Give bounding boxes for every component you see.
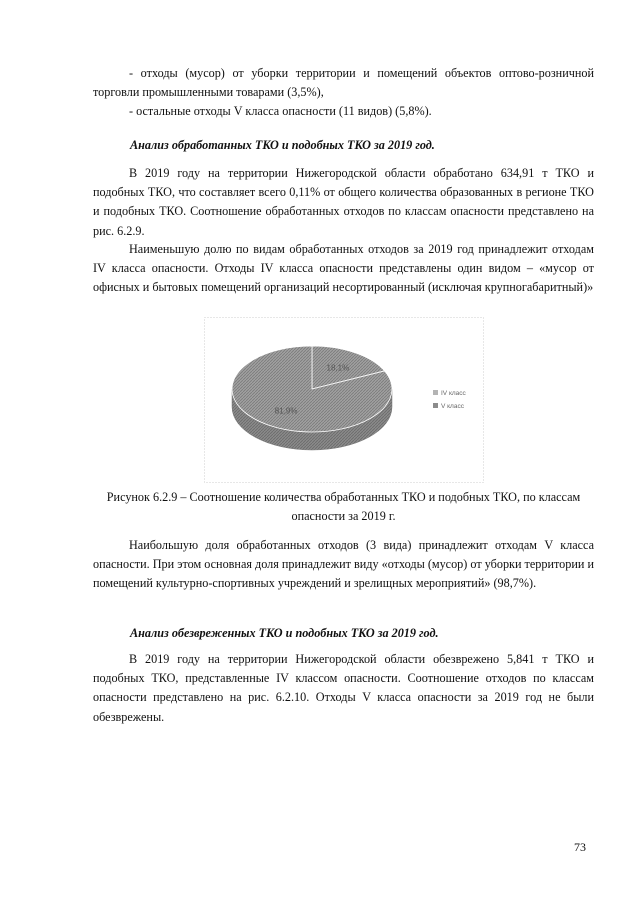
pie-chart — [204, 317, 484, 483]
legend-swatch-2 — [433, 403, 438, 408]
figure-caption: Рисунок 6.2.9 – Соотношение количества обработанных ТКО и подобных ТКО, по классам опасности за 2019 г. — [106, 490, 581, 523]
legend-label-2: V класс — [441, 403, 464, 410]
pie-data-label-1: 18,1% — [326, 363, 350, 373]
pie-chart-svg — [204, 317, 484, 483]
intro-bullet-1: - отходы (мусор) от уборки территории и помещений объектов оптово-розничной торговли промышленными товарами (3,5%), — [93, 66, 594, 100]
intro-bullet-2: - остальные отходы V класса опасности (11 видов) (5,8%). — [129, 104, 432, 118]
pie-slices — [232, 346, 392, 450]
pie-data-label-2: 81,9% — [274, 406, 298, 416]
page-number: 73 — [574, 840, 586, 854]
paragraph-neutralized-summary: В 2019 году на территории Нижегородской области обезврежено 5,841 т ТКО и подобных ТКО, представленные IV классом опасности. Соотношение отходов по классам опасности представлено на рис. 6.2.10. Отходы V класса опасности за 2019 год не были обезврежены. — [93, 652, 594, 724]
section-heading-neutralized: Анализ обезвреженных ТКО и подобных ТКО за 2019 год. — [130, 626, 439, 640]
legend-swatch-1 — [433, 390, 438, 395]
paragraph-class-v: Наибольшую доля обработанных отходов (3 вида) принадлежит отходам V класса опасности. При этом основная доля принадлежит виду «отходы (мусор) от уборки территории и помещений культурно-спортивных учреждений и зрелищных мероприятий» (98,7%). — [93, 538, 594, 591]
section-heading-processed: Анализ обработанных ТКО и подобных ТКО за 2019 год. — [130, 138, 435, 152]
paragraph-class-iv: Наименьшую долю по видам обработанных отходов за 2019 год принадлежит отходам IV класса опасности. Отходы IV класса опасности представлены один видом – «мусор от офисных и бытовых помещений организаций несортированный (исключая крупногабаритный)» — [93, 242, 594, 295]
paragraph-processed-summary: В 2019 году на территории Нижегородской области обработано 634,91 т ТКО и подобных ТКО, что составляет всего 0,11% от общего количества образованных в регионе ТКО и подобных ТКО. Соотношение обработанных отходов по классам опасности представлено на рис. 6.2.9. — [93, 166, 594, 238]
legend-label-1: IV класс — [441, 390, 466, 397]
